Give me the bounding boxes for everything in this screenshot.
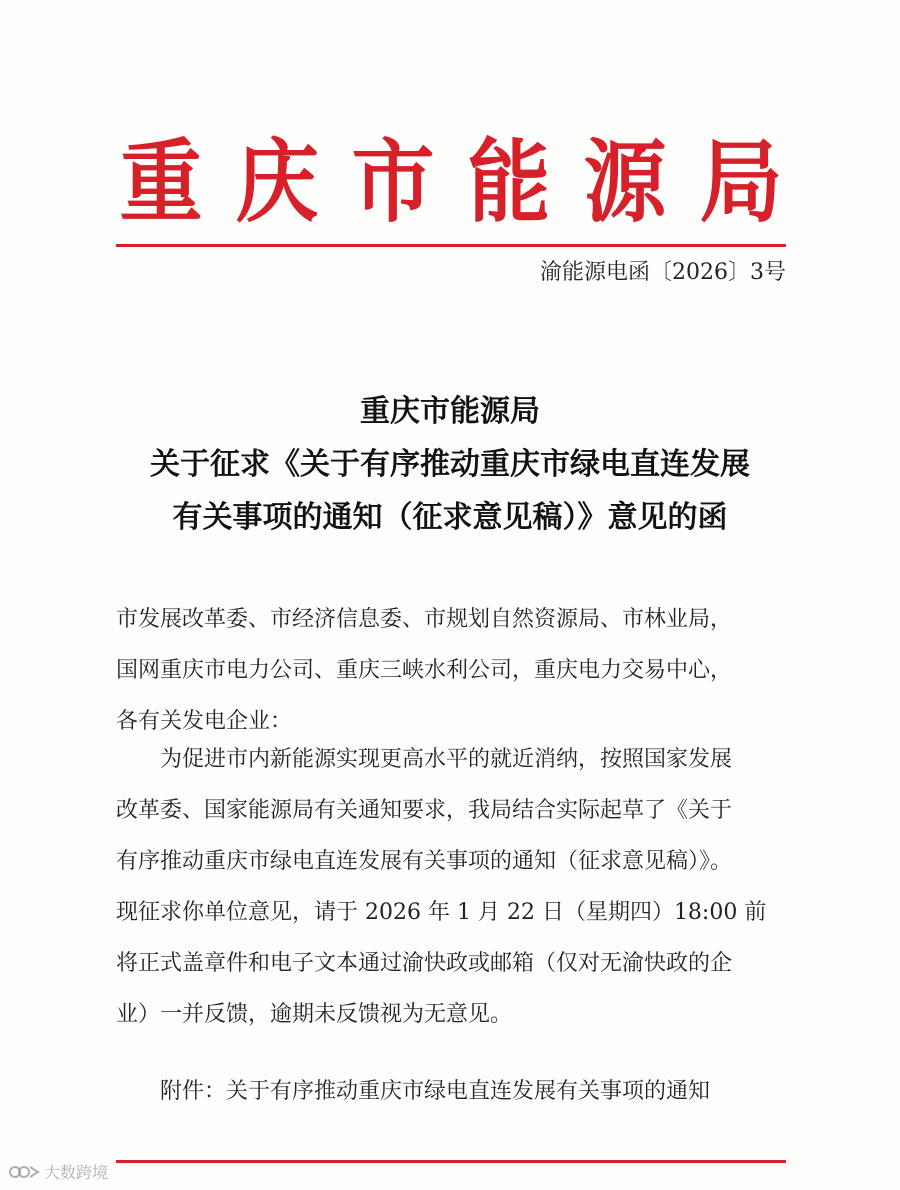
watermark-text: 大数跨境 (44, 1163, 109, 1182)
letterhead-char: 庆 (235, 130, 319, 235)
title-line: 重庆市能源局 (360, 394, 540, 429)
body-line: 改革委、国家能源局有关通知要求，我局结合实际起草了《关于 (116, 798, 733, 823)
letterhead-divider (116, 244, 786, 247)
recipients-block (116, 594, 796, 747)
footer-divider (116, 1160, 786, 1163)
recipients-line: 各有关发电企业： (116, 709, 293, 734)
letterhead-char: 局 (699, 130, 783, 235)
body-line: 将正式盖章件和电子文本通过渝快政或邮箱（仅对无渝快政的企 (116, 951, 733, 976)
title-line: 有关事项的通知（征求意见稿）》意见的函 (172, 500, 728, 535)
watermark (8, 1160, 108, 1183)
watermark-logo-icon (8, 1162, 40, 1182)
body-paragraph (116, 734, 796, 1040)
recipients-line: 市发展改革委、市经济信息委、市规划自然资源局、市林业局， (116, 607, 733, 632)
letterhead-char: 重 (119, 130, 203, 235)
letterhead-char: 源 (583, 130, 667, 235)
title-line: 关于征求《关于有序推动重庆市绿电直连发展 (150, 447, 750, 482)
document-number: 渝能源电函〔2026〕3号 (540, 260, 786, 285)
body-line: 有序推动重庆市绿电直连发展有关事项的通知（征求意见稿）》。 (116, 849, 733, 874)
body-line: 为促进市内新能源实现更高水平的就近消纳，按照国家发展 (160, 747, 733, 772)
document-title (60, 385, 840, 544)
attachment-note: 附件：关于有序推动重庆市绿电直连发展有关事项的通知 (160, 1079, 711, 1104)
letterhead-char: 市 (351, 130, 435, 235)
letterhead-char: 能 (467, 130, 551, 235)
recipients-line: 国网重庆市电力公司、重庆三峡水利公司，重庆电力交易中心， (116, 658, 733, 683)
body-line: 现征求你单位意见，请于 2026 年 1 月 22 日（星期四）18:00 前 (116, 900, 767, 925)
body-line: 业）一并反馈，逾期未反馈视为无意见。 (116, 1002, 513, 1027)
letterhead-title (116, 128, 786, 238)
